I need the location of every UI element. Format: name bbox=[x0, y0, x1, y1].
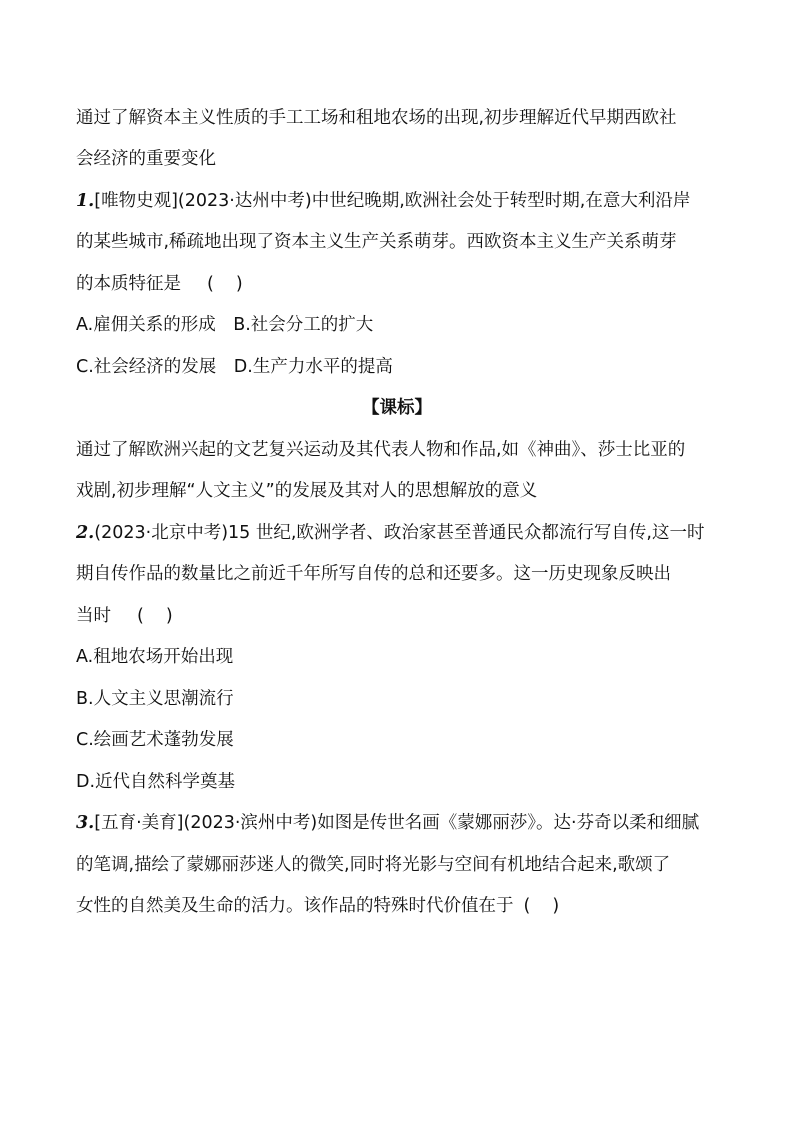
question-3-line: 的笔调,描绘了蒙娜丽莎迷人的微笑,同时将光影与空间有机地结合起来,歌颂了 bbox=[76, 855, 671, 875]
standard-text-line: 戏剧,初步理解“人文主义”的发展及其对人的思想解放的意义 bbox=[76, 481, 538, 501]
question-text: [五育·美育](2023·滨州中考)如图是传世名画《蒙娜丽莎》。达·芬奇以柔和细腻 bbox=[94, 813, 700, 833]
question-3-line bbox=[76, 812, 736, 834]
answer-blank[interactable]: ( ) bbox=[207, 274, 243, 294]
answer-options-row: A.雇佣关系的形成 B.社会分工的扩大 bbox=[76, 315, 374, 335]
standard-text-line: 通过了解资本主义性质的手工工场和租地农场的出现,初步理解近代早期西欧社 bbox=[76, 108, 677, 128]
section-heading: 【课标】 bbox=[362, 398, 432, 418]
question-1-line bbox=[76, 273, 736, 295]
question-2-line bbox=[76, 522, 736, 544]
question-1-line bbox=[76, 190, 736, 212]
question-text: 的本质特征是 bbox=[76, 274, 181, 294]
answer-option: B.人文主义思潮流行 bbox=[76, 689, 234, 709]
answer-option: A.租地农场开始出现 bbox=[76, 647, 234, 667]
question-3-line bbox=[76, 895, 736, 917]
question-1-line: 的某些城市,稀疏地出现了资本主义生产关系萌芽。西欧资本主义生产关系萌芽 bbox=[76, 232, 677, 252]
question-number: 2. bbox=[76, 523, 95, 543]
question-text: (2023·北京中考)15 世纪,欧洲学者、政治家甚至普通民众都流行写自传,这一时 bbox=[94, 523, 705, 543]
question-number: 3. bbox=[76, 813, 95, 833]
answer-blank[interactable]: ( ) bbox=[523, 896, 560, 916]
question-number: 1. bbox=[76, 191, 95, 211]
standard-text-line: 通过了解欧洲兴起的文艺复兴运动及其代表人物和作品,如《神曲》、莎士比亚的 bbox=[76, 440, 686, 460]
question-text: [唯物史观](2023·达州中考)中世纪晚期,欧洲社会处于转型时期,在意大利沿岸 bbox=[94, 191, 691, 211]
question-text: 女性的自然美及生命的活力。该作品的特殊时代价值在于 bbox=[76, 896, 514, 916]
standard-text-line: 会经济的重要变化 bbox=[76, 149, 216, 169]
answer-blank[interactable]: ( ) bbox=[137, 606, 173, 626]
question-2-line bbox=[76, 605, 736, 627]
answer-option: D.近代自然科学奠基 bbox=[76, 772, 236, 792]
answer-option: C.绘画艺术蓬勃发展 bbox=[76, 730, 234, 750]
question-2-line: 期自传作品的数量比之前近千年所写自传的总和还要多。这一历史现象反映出 bbox=[76, 564, 671, 584]
question-text: 当时 bbox=[76, 606, 111, 626]
answer-options-row: C.社会经济的发展 D.生产力水平的提高 bbox=[76, 357, 393, 377]
